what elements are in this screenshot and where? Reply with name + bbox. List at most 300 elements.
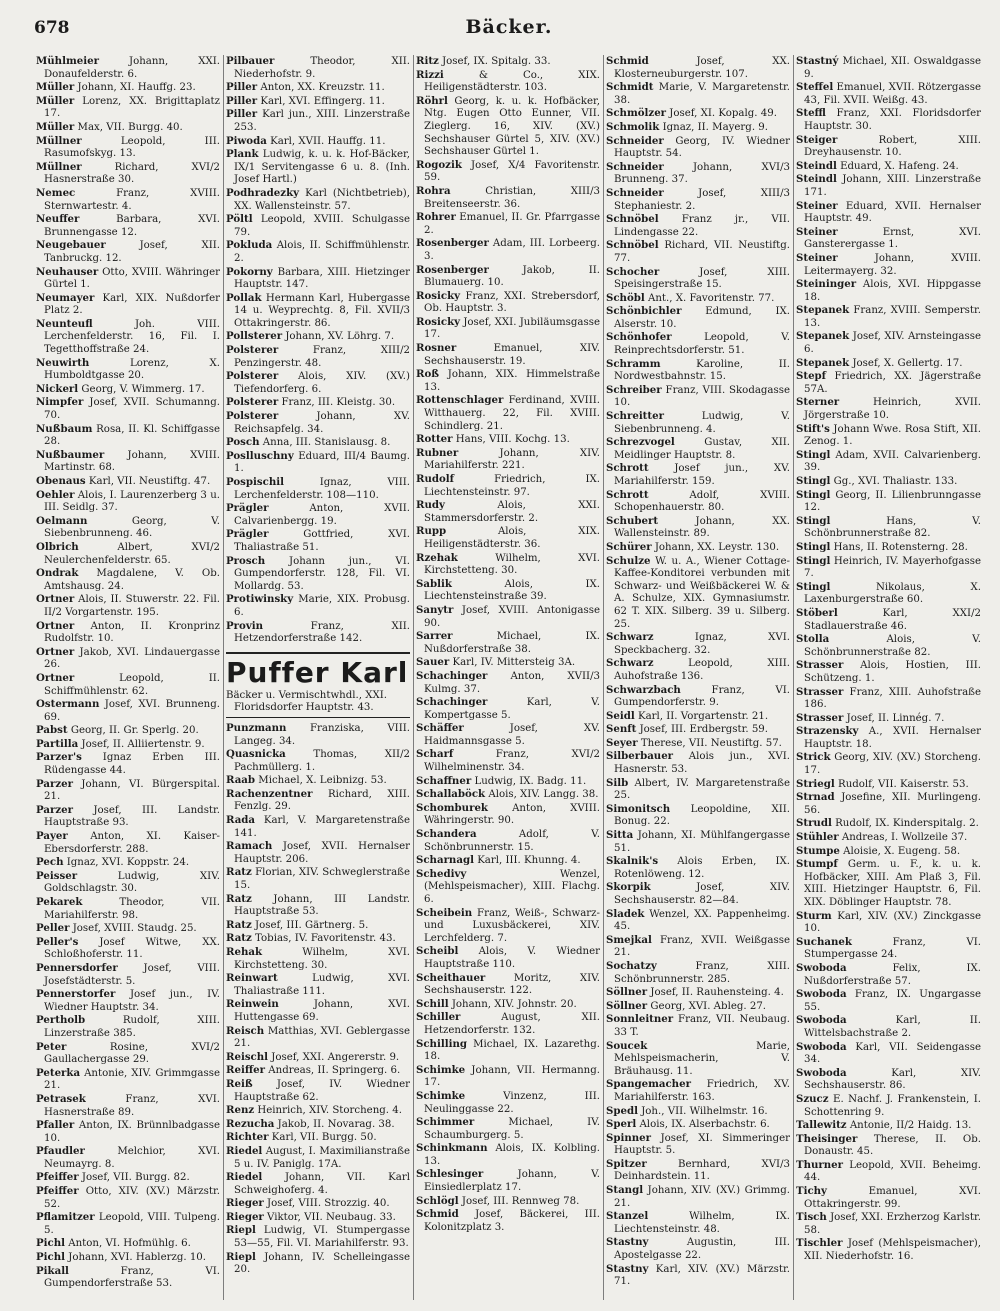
directory-entry bbox=[416, 998, 600, 1012]
directory-entry bbox=[36, 856, 220, 870]
entry-details: Rudolf, VII. Kaiserstr. 53. bbox=[838, 778, 969, 790]
directory-entry bbox=[226, 239, 410, 265]
entry-name: Schrott bbox=[606, 462, 649, 475]
directory-entry bbox=[416, 1064, 600, 1090]
entry-details: Anton, XVIII. Währingerstr. 90. bbox=[424, 802, 600, 827]
entry-details: Joh., VII. Wilhelmstr. 16. bbox=[641, 1105, 768, 1117]
entry-name: Rohrer bbox=[416, 211, 456, 224]
entry-name: Oelmann bbox=[36, 514, 88, 527]
entry-details: Johann, V. Einsiedlerplatz 17. bbox=[424, 1169, 600, 1194]
entry-details: Josef Witwe, XX. Schloßhoferstr. 11. bbox=[44, 936, 220, 961]
directory-entry bbox=[796, 1067, 981, 1093]
directory-entry bbox=[606, 908, 790, 934]
advertisement-title: Puffer Karl bbox=[226, 655, 409, 689]
entry-details: Theodor, XII. Niederhofstr. 9. bbox=[234, 56, 410, 80]
directory-entry bbox=[796, 449, 981, 475]
entry-name: Olbrich bbox=[36, 540, 79, 553]
advertisement-block bbox=[226, 652, 410, 718]
directory-entry bbox=[796, 725, 981, 751]
directory-entry bbox=[416, 748, 600, 774]
entry-details: Alois, II. Schiffmühlenstr. 2. bbox=[234, 240, 410, 264]
entry-name: Tischler bbox=[796, 1237, 843, 1250]
directory-entry bbox=[226, 1078, 410, 1104]
entry-details: Johann, XIX. Himmelstraße 13. bbox=[424, 369, 600, 393]
entry-name: Schimmer bbox=[416, 1116, 475, 1129]
entry-details: Andreas, II. Springerg. 6. bbox=[268, 1065, 401, 1077]
entry-details: Heinrich, XVII. Jörgerstraße 10. bbox=[804, 397, 981, 422]
entry-name: Schimke bbox=[416, 1089, 466, 1102]
entry-details: Josef, XVIII. Antonigasse 90. bbox=[424, 604, 600, 629]
directory-entry bbox=[796, 370, 981, 396]
column-3 bbox=[414, 55, 604, 1300]
entry-details: Josef, XI. Kopalg. 49. bbox=[669, 108, 777, 120]
directory-entry bbox=[416, 788, 600, 802]
entry-name: Stumpf bbox=[796, 858, 838, 871]
entry-name: Pilbauer bbox=[226, 55, 275, 67]
entry-details: Albert, XVI/2 Neulerchenfelderstr. 65. bbox=[44, 541, 220, 566]
entry-name: Scheibein bbox=[416, 906, 473, 919]
directory-entry bbox=[606, 803, 790, 829]
directory-entry bbox=[606, 1040, 790, 1079]
entry-details: Karl, XVI. Effingerg. 11. bbox=[260, 95, 385, 107]
directory-entry bbox=[226, 436, 410, 450]
directory-entry bbox=[416, 552, 600, 578]
directory-entry bbox=[416, 854, 600, 868]
directory-entry bbox=[796, 858, 981, 909]
directory-entry bbox=[226, 55, 410, 81]
directory-entry bbox=[36, 161, 220, 187]
entry-details: A., XVII. Hernalser Hauptstr. 18. bbox=[804, 726, 981, 750]
directory-entry bbox=[796, 1119, 981, 1133]
entry-details: Karl, V. Margaretenstraße 141. bbox=[234, 815, 410, 839]
directory-entry bbox=[606, 1210, 790, 1236]
entry-name: Schomburek bbox=[416, 801, 488, 814]
directory-entry bbox=[796, 686, 981, 712]
entry-details: Franz, III. Kleistg. 30. bbox=[281, 397, 396, 409]
entry-details: Johann, VI. Bürgerspital. 21. bbox=[44, 778, 220, 803]
entry-name: Piller bbox=[226, 94, 258, 107]
entry-name: Suchanek bbox=[796, 935, 852, 948]
entry-details: Josef, XVII. Hernalser Hauptstr. 206. bbox=[234, 841, 410, 865]
directory-entry bbox=[416, 1090, 600, 1116]
directory-entry bbox=[36, 870, 220, 896]
directory-entry bbox=[606, 1184, 790, 1210]
entry-name: Stingl bbox=[796, 554, 831, 567]
entry-name: Rudolf bbox=[416, 473, 455, 485]
entry-details: Marie, V. Margaretenstr. 38. bbox=[614, 82, 790, 106]
directory-entry bbox=[606, 107, 790, 121]
directory-entry bbox=[796, 55, 981, 81]
directory-entry bbox=[796, 712, 981, 726]
entry-details: Leopold, VIII. Tulpeng. 5. bbox=[44, 1212, 220, 1236]
directory-entry bbox=[796, 1211, 981, 1237]
entry-details: Emanuel, XIV. Sechshauserstr. 19. bbox=[424, 343, 600, 367]
directory-entry bbox=[226, 788, 410, 814]
entry-name: Rottenschlager bbox=[416, 394, 504, 407]
entry-details: Leopold, V. Reinprechtsdorferstr. 51. bbox=[614, 332, 790, 357]
directory-entry bbox=[36, 724, 220, 738]
entry-details: Alois, XIX. Heiligenstädterstr. 36. bbox=[424, 526, 600, 550]
entry-details: Moritz, XIV. Sechshauserstr. 122. bbox=[424, 972, 600, 997]
entry-name: Obenaus bbox=[36, 475, 86, 487]
entry-details: Leopold, XVIII. Schulgasse 79. bbox=[234, 214, 410, 238]
entry-details: Ignaz Erben III. Rüdengasse 44. bbox=[44, 752, 220, 777]
entry-name: Stanzel bbox=[606, 1210, 649, 1223]
entry-name: Schöbl bbox=[606, 291, 645, 304]
entry-details: Gg., XVI. Thaliastr. 133. bbox=[833, 476, 958, 487]
directory-entry bbox=[606, 829, 790, 855]
entry-name: Seidl bbox=[606, 709, 635, 722]
entry-details: Aloisie, X. Eugeng. 58. bbox=[843, 845, 961, 857]
entry-name: Peller bbox=[36, 922, 70, 935]
entry-details: Josef, XIV. Arnsteingasse 6. bbox=[804, 331, 981, 356]
directory-entry bbox=[416, 316, 600, 342]
directory-entry bbox=[36, 541, 220, 567]
entry-name: Stumpe bbox=[796, 844, 840, 857]
entry-name: Steiger bbox=[796, 133, 838, 146]
entry-name: Stastny bbox=[606, 1262, 649, 1275]
entry-name: Schill bbox=[416, 997, 449, 1010]
entry-name: Schinkmann bbox=[416, 1142, 488, 1155]
entry-name: Peller's bbox=[36, 935, 79, 948]
entry-name: Swoboda bbox=[796, 1040, 847, 1053]
entry-details: Ludwig, VI. Stumpergasse 53—55, Fil. VI. Mariahilferstr. 93. bbox=[234, 1225, 410, 1250]
entry-name: Provin bbox=[226, 619, 264, 632]
directory-entry bbox=[416, 394, 600, 433]
entry-details: Josef, XVIII. Staudg. 25. bbox=[72, 923, 197, 935]
directory-entry bbox=[416, 525, 600, 551]
entry-name: Strnad bbox=[796, 791, 835, 804]
directory-entry bbox=[606, 239, 790, 265]
entry-details: Antonie, II/2 Haidg. 13. bbox=[849, 1120, 972, 1132]
entry-details: Robert, XIII. Dreyhausenstr. 10. bbox=[804, 134, 981, 159]
column-1 bbox=[34, 55, 224, 1300]
directory-entry bbox=[416, 433, 600, 447]
entry-details: Anton, VI. Hofmühlg. 6. bbox=[68, 1238, 191, 1250]
entry-name: Protiwinsky bbox=[226, 593, 294, 606]
entry-name: Müller bbox=[36, 94, 75, 107]
entry-name: Swoboda bbox=[796, 1014, 847, 1027]
entry-details: Karl jun., XIII. Linzerstraße 253. bbox=[234, 109, 410, 133]
entry-name: Steiner bbox=[796, 251, 838, 264]
directory-entry bbox=[36, 936, 220, 962]
directory-entry bbox=[226, 344, 410, 370]
entry-name: Posch bbox=[226, 436, 260, 449]
entry-name: Sonnleitner bbox=[606, 1013, 674, 1026]
entry-name: Neunteufl bbox=[36, 317, 93, 330]
entry-details: Viktor, VII. Neubaug. 33. bbox=[267, 1211, 396, 1223]
directory-entry bbox=[36, 475, 220, 489]
directory-entry bbox=[606, 1105, 790, 1119]
directory-entry bbox=[606, 515, 790, 541]
entry-name: Stöberl bbox=[796, 606, 838, 619]
entry-name: Parzer bbox=[36, 777, 73, 790]
entry-name: Nemec bbox=[36, 186, 76, 199]
entry-name: Pospischil bbox=[226, 476, 284, 488]
entry-details: Karl, VII. Burgg. 50. bbox=[271, 1132, 377, 1144]
entry-name: Schulze bbox=[606, 554, 651, 567]
entry-name: Pichl bbox=[36, 1237, 66, 1250]
entry-name: Schedivy bbox=[416, 867, 467, 880]
entry-details: Karl, XVII. Hauffg. 11. bbox=[270, 135, 386, 147]
entry-details: Karl, XIV. Sechshauserstr. 86. bbox=[804, 1067, 981, 1092]
entry-name: Schimke bbox=[416, 1063, 466, 1076]
entry-details: Theodor, VII. Mariahilferstr. 98. bbox=[44, 897, 220, 921]
entry-details: Johann, XX. Wallensteinstr. 89. bbox=[614, 515, 790, 540]
directory-entry bbox=[796, 581, 981, 607]
entry-name: Rosenberger bbox=[416, 263, 489, 276]
directory-entry bbox=[606, 121, 790, 135]
entry-name: Scharf bbox=[416, 748, 454, 761]
directory-entry bbox=[226, 135, 410, 149]
directory-entry bbox=[796, 751, 981, 777]
directory-entry bbox=[796, 1014, 981, 1040]
entry-details: Antonie, XIV. Grimmgasse 21. bbox=[44, 1067, 220, 1092]
entry-name: Tichy bbox=[796, 1185, 827, 1198]
entry-name: Senft bbox=[606, 723, 637, 736]
entry-name: Sanytr bbox=[416, 603, 454, 616]
entry-name: Riepl bbox=[226, 1250, 256, 1263]
entry-details: Johann, XI. Hauffg. 23. bbox=[77, 82, 196, 94]
directory-entry bbox=[796, 252, 981, 278]
entry-details: W. u. A., Wiener Cottage-Kaffee-Konditorei verbunden mit Schwarz- und Weißbäckerei W. & A. Schulze, XIX. Gymnasiumstr. 62 T. XIX. Silberg. 39 u. Silberg. 25. bbox=[614, 555, 790, 630]
entry-name: Pennerstorfer bbox=[36, 988, 116, 1001]
directory-entry bbox=[416, 264, 600, 290]
entry-details: Georg, II. Gr. Sperlg. 20. bbox=[70, 725, 199, 737]
directory-entry bbox=[796, 107, 981, 133]
entry-name: Sturm bbox=[796, 909, 832, 922]
entry-name: Ratz bbox=[226, 932, 252, 945]
directory-entry bbox=[36, 1014, 220, 1040]
entry-details: Wenzel, (Mehlspeismacher), XIII. Flachg. 6. bbox=[424, 868, 600, 905]
directory-entry bbox=[796, 396, 981, 422]
directory-entry bbox=[226, 148, 410, 187]
entry-name: Scheithauer bbox=[416, 971, 486, 984]
directory-entry bbox=[606, 631, 790, 657]
directory-entry bbox=[36, 738, 220, 752]
entry-name: Stepanek bbox=[796, 356, 850, 369]
entry-details: Karl, XXI/2 Stadlauerstraße 46. bbox=[804, 607, 981, 632]
entry-details: Max, VII. Burgg. 40. bbox=[77, 121, 183, 133]
entry-name: Schürer bbox=[606, 540, 652, 553]
directory-entry bbox=[606, 986, 790, 1000]
directory-entry bbox=[796, 160, 981, 174]
entry-name: Parzer's bbox=[36, 751, 82, 764]
entry-details: Bernhard, XVI/3 Deinhardstein. 11. bbox=[614, 1158, 790, 1183]
entry-details: Franz, XXI. Strebersdorf, Ob. Hauptstr. 3. bbox=[424, 290, 600, 315]
entry-name: Scheibl bbox=[416, 945, 459, 958]
entry-details: Gustav, XII. Meidlinger Hauptstr. 8. bbox=[614, 437, 790, 461]
entry-details: Josef, III. Landstr. Hauptstraße 93. bbox=[44, 804, 220, 829]
entry-name: Steininger bbox=[796, 278, 857, 291]
entry-details: Josef, XXI. Erzherzog Karlstr. 58. bbox=[804, 1212, 981, 1236]
directory-entry bbox=[606, 1013, 790, 1039]
entry-name: Pech bbox=[36, 856, 64, 869]
directory-entry bbox=[606, 934, 790, 960]
entry-name: Pokluda bbox=[226, 239, 273, 252]
entry-name: Pichl bbox=[36, 1251, 66, 1264]
entry-name: Schäffer bbox=[416, 722, 464, 735]
directory-entry bbox=[226, 370, 410, 396]
directory-entry bbox=[226, 932, 410, 946]
directory-entry bbox=[416, 696, 600, 722]
entry-name: Ramach bbox=[226, 840, 273, 853]
entry-details: Alois, IX. Kolbling. 13. bbox=[424, 1143, 600, 1167]
directory-entry bbox=[416, 670, 600, 696]
entry-details: Franziska, VIII. Langeg. 34. bbox=[234, 722, 410, 747]
entry-name: Rupp bbox=[416, 525, 447, 538]
entry-details: Friedrich, IX. Liechtensteinstr. 97. bbox=[424, 474, 600, 498]
directory-entry bbox=[226, 840, 410, 866]
column-5 bbox=[794, 55, 984, 1300]
directory-entry bbox=[36, 383, 220, 397]
entry-details: Josef, II. Rauhensteing. 4. bbox=[650, 987, 784, 999]
entry-details: Jakob, II. Blumauerg. 10. bbox=[424, 264, 600, 289]
entry-details: Georg, II. Lilienbrunngasse 12. bbox=[804, 489, 981, 514]
directory-entry bbox=[36, 1211, 220, 1237]
entry-name: Neuhauser bbox=[36, 265, 99, 278]
entry-name: Mühlmeier bbox=[36, 55, 99, 67]
directory-entry bbox=[36, 396, 220, 422]
entry-details: Johann, XIV. (XV.) Grimmg. 21. bbox=[614, 1185, 790, 1209]
entry-name: Schwarz bbox=[606, 657, 654, 670]
directory-entry bbox=[606, 305, 790, 331]
entry-details: Franz, VI. Gumpendorferstraße 53. bbox=[44, 1265, 220, 1290]
entry-details: Josef, VIII. Josefstädterstr. 5. bbox=[44, 962, 220, 987]
entry-name: Schreitter bbox=[606, 410, 664, 423]
directory-entry bbox=[36, 962, 220, 988]
entry-details: Leopold, XVII. Beheimg. 44. bbox=[804, 1159, 981, 1184]
directory-entry bbox=[416, 447, 600, 473]
directory-entry bbox=[36, 620, 220, 646]
entry-name: Steffel bbox=[796, 81, 834, 94]
entry-name: Sladek bbox=[606, 907, 645, 920]
column-4 bbox=[604, 55, 794, 1300]
entry-details: Josef, III. Gärtnerg. 5. bbox=[255, 919, 369, 931]
entry-details: Rudolf, IX. Kinderspitalg. 2. bbox=[835, 818, 979, 830]
entry-details: Josef, X/4 Favoritenstr. 59. bbox=[424, 159, 600, 184]
directory-entry bbox=[36, 213, 220, 239]
entry-details: Wilhelm, XVI. Kirchstetteng. 30. bbox=[424, 552, 600, 577]
directory-entry bbox=[606, 410, 790, 436]
directory-entry bbox=[796, 541, 981, 555]
entry-details: Barbara, XIII. Hietzinger Hauptstr. 147. bbox=[234, 266, 410, 291]
entry-name: Rubner bbox=[416, 446, 459, 459]
entry-details: August, I. Maximilianstraße 5 u. IV. Paniglg. 17A. bbox=[234, 1145, 410, 1170]
entry-details: Josef, VIII. Strozzig. 40. bbox=[267, 1198, 390, 1210]
entry-details: Michael, XII. Oswaldgasse 9. bbox=[804, 56, 981, 80]
entry-name: Pfaller bbox=[36, 1119, 75, 1132]
entry-name: Polsterer bbox=[226, 410, 279, 423]
entry-name: Sarrer bbox=[416, 630, 453, 643]
entry-name: Punzmann bbox=[226, 721, 287, 734]
entry-name: Stangl bbox=[606, 1184, 644, 1197]
directory-entry bbox=[226, 528, 410, 554]
entry-details: Franz, VIII. Skodagasse 10. bbox=[614, 384, 790, 409]
entry-details: Josef, XXI. Jubiläumsgasse 17. bbox=[424, 316, 600, 341]
directory-entry bbox=[416, 368, 600, 394]
directory-entry bbox=[796, 910, 981, 936]
entry-details: Albert, IV. Margaretenstraße 25. bbox=[614, 777, 790, 802]
entry-details: Adolf, V. Schönbrunnerstr. 15. bbox=[424, 829, 600, 853]
entry-details: Lorenz, XX. Brigittaplatz 17. bbox=[44, 95, 220, 120]
entry-details: Johann, XXI. Donaufelderstr. 6. bbox=[44, 56, 220, 80]
entry-details: Ignaz, XVI. Speckbacherg. 32. bbox=[614, 632, 790, 656]
entry-name: Schubert bbox=[606, 514, 659, 527]
entry-name: Reinwart bbox=[226, 972, 278, 985]
directory-entry bbox=[606, 55, 790, 81]
entry-name: Stingl bbox=[796, 514, 831, 527]
directory-entry bbox=[606, 737, 790, 751]
directory-entry bbox=[36, 81, 220, 95]
entry-details: Vinzenz, III. Neulinggasse 22. bbox=[424, 1090, 600, 1115]
directory-entry bbox=[416, 185, 600, 211]
directory-entry bbox=[796, 489, 981, 515]
directory-entry bbox=[796, 475, 981, 489]
entry-details: Wenzel, XX. Pappenheimg. 45. bbox=[614, 908, 790, 933]
entry-name: Spinner bbox=[606, 1131, 652, 1144]
entry-name: Riepl bbox=[226, 1224, 256, 1237]
entry-name: Rudy bbox=[416, 499, 445, 512]
directory-entry bbox=[606, 777, 790, 803]
directory-entry bbox=[36, 922, 220, 936]
entry-details: Adam, XVII. Calvarienberg. 39. bbox=[804, 449, 981, 474]
entry-details: Josef, XVI. Brunneng. 69. bbox=[44, 699, 220, 723]
directory-entry bbox=[36, 1145, 220, 1171]
entry-name: Pertholb bbox=[36, 1014, 86, 1027]
entry-details: Ludwig, k. u. k. Hof-Bäcker, IX/1 Servitengasse 6 u. 8. (Inh. Josef Hartl.) bbox=[234, 149, 410, 186]
entry-details: Alois, XVI. Hippgasse 18. bbox=[804, 279, 981, 303]
entry-details: Franz, XVIII. Semperstr. 13. bbox=[804, 305, 981, 329]
entry-details: Friedrich, XV. Mariahilferstr. 163. bbox=[614, 1079, 790, 1103]
entry-name: Stastný bbox=[796, 55, 839, 67]
directory-entry bbox=[36, 121, 220, 135]
entry-details: Johann, IV. Schelleingasse 20. bbox=[234, 1251, 410, 1276]
entry-details: Eduard, III/4 Baumg. 1. bbox=[234, 450, 410, 475]
directory-entry bbox=[226, 330, 410, 344]
entry-details: Johann, XX. Leystr. 130. bbox=[654, 541, 780, 553]
entry-name: Schmölzer bbox=[606, 107, 667, 120]
entry-details: Josef, XIV. Sechshauserstr. 82—84. bbox=[614, 882, 790, 906]
directory-entry bbox=[36, 266, 220, 292]
page-header bbox=[34, 16, 984, 46]
entry-details: Hermann Karl, Hubergasse 14 u. Weyprechtg. 8, Fil. XVII/3 Ottakringerstr. 86. bbox=[234, 292, 410, 329]
entry-details: Johann, XVIII. Martinstr. 68. bbox=[44, 449, 220, 474]
entry-details: Josef, Bäckerei, III. Kolonitzplatz 3. bbox=[424, 1209, 600, 1233]
entry-name: Quasnicka bbox=[226, 748, 286, 761]
directory-entry bbox=[416, 828, 600, 854]
directory-entry bbox=[416, 342, 600, 368]
entry-details: Rudolf, XIII. Linzerstraße 385. bbox=[44, 1015, 220, 1039]
entry-details: Leopoldine, XII. Bonug. 22. bbox=[614, 803, 790, 828]
entry-details: Franz, Weiß-, Schwarz- und Luxusbäckerei, XIV. Lerchfelderg. 7. bbox=[424, 907, 600, 944]
entry-name: Pollak bbox=[226, 291, 262, 304]
entry-name: Rieger bbox=[226, 1197, 264, 1210]
directory-entry bbox=[796, 81, 981, 107]
directory-entry bbox=[606, 135, 790, 161]
entry-details: Barbara, XVI. Brunnengasse 12. bbox=[44, 214, 220, 238]
entry-name: Söllner bbox=[606, 999, 648, 1012]
entry-name: Nimpfer bbox=[36, 396, 84, 409]
entry-name: Spedl bbox=[606, 1104, 638, 1117]
entry-details: Karoline, II. Nordwestbahnstr. 15. bbox=[614, 358, 790, 383]
entry-details: Anton, XVII/3 Kulmg. 37. bbox=[424, 670, 600, 695]
entry-details: Josef, XIII. Speisingerstraße 15. bbox=[614, 266, 790, 291]
directory-entry bbox=[36, 1171, 220, 1185]
entry-name: Stingl bbox=[796, 580, 831, 593]
entry-details: Richard, XIII. Fenzlg. 29. bbox=[234, 788, 410, 813]
directory-entry bbox=[606, 384, 790, 410]
